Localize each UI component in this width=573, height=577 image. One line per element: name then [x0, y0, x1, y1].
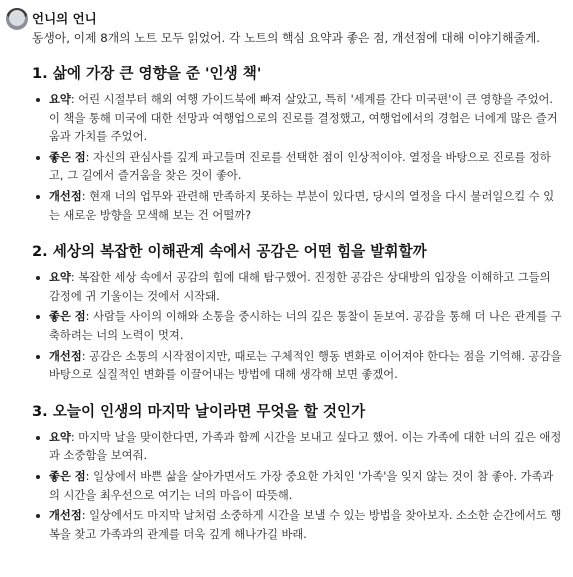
item-label: 좋은 점: [49, 469, 86, 483]
item-label: 개선점: [49, 189, 82, 203]
item-text: : 현재 너의 업무와 관련해 만족하지 못하는 부분이 있다면, 당시의 열정을 다시 불러일으킬 수 있는 새로운 방향을 모색해 보는 건 어떨까?: [49, 189, 555, 222]
intro-text: 동생아, 이제 8개의 노트 모두 읽었어. 각 노트의 핵심 요약과 좋은 점, 개선점에 대해 이야기해줄게.: [32, 31, 541, 45]
item-label: 요약: [49, 93, 71, 106]
item-label: 개선점: [49, 509, 82, 523]
bullet-icon: [36, 475, 40, 479]
bullet-icon: [36, 156, 40, 160]
section-title: 3. 오늘이 인생의 마지막 날이라면 무엇을 할 것인가: [32, 402, 366, 420]
section-2: [32, 242, 563, 385]
item-text: : 복잡한 세상 속에서 공감의 힘에 대해 탐구했어. 진정한 공감은 상대방의 입장을 이해하고 그들의 감정에 귀 기울이는 것에서 시작돼.: [49, 271, 551, 303]
list-item-improvement: [32, 507, 563, 544]
list-item-summary: [32, 269, 563, 306]
bullet-icon: [36, 276, 40, 280]
list-item-summary: [32, 91, 563, 147]
list-item-strength: [32, 468, 563, 505]
bullet-list: [32, 91, 563, 225]
item-label: 개선점: [49, 349, 82, 363]
author-name: 언니의 언니: [32, 11, 97, 26]
avatar-face: [9, 10, 25, 26]
item-label: 요약: [49, 430, 71, 444]
bullet-icon: [36, 355, 40, 359]
bullet-icon: [36, 195, 40, 199]
section-title: 1. 삶에 가장 큰 영향을 준 '인생 책': [32, 65, 262, 82]
item-text: : 어린 시절부터 해외 여행 가이드북에 빠져 살았고, 특히 '세계를 간다 미국편'이 큰 영향을 주었어. 이 책을 통해 미국에 대한 선망과 여행업으로의 진로를 결정했고, 여행업에서의 경험은 너에게 많은 즐거움과 가치를 주었어.: [49, 93, 558, 144]
list-item-summary: [32, 429, 563, 466]
item-text: : 사람들 사이의 이해와 소통을 중시하는 너의 깊은 통찰이 돋보여. 공감을 통해 더 나은 관계를 구축하려는 너의 노력이 멋져.: [49, 310, 562, 342]
item-label: 좋은 점: [49, 150, 86, 164]
bullet-icon: [36, 98, 40, 102]
list-item-strength: [32, 149, 563, 186]
bullet-icon: [36, 315, 40, 319]
bullet-list: [32, 269, 563, 385]
item-text: : 일상에서도 마지막 날처럼 소중하게 시간을 보낼 수 있는 방법을 찾아보자. 소소한 순간에서도 행복을 찾고 가족과의 관계를 더욱 깊게 해나가길 바래.: [49, 509, 562, 541]
section-1: [32, 64, 563, 225]
list-item-improvement: [32, 348, 563, 385]
list-item-strength: [32, 308, 563, 345]
item-label: 요약: [49, 271, 71, 285]
section-title: 2. 세상의 복잡한 이해관계 속에서 공감은 어떤 힘을 발휘할까: [32, 243, 427, 261]
item-text: : 일상에서 바쁜 삶을 살아가면서도 가장 중요한 가치인 '가족'을 잊지 않는 것이 참 좋아. 가족과의 시간을 최우선으로 여기는 너의 마음이 따뜻해.: [49, 469, 554, 502]
item-text: : 마지막 날을 맞이한다면, 가족과 함께 시간을 보내고 싶다고 했어. 이는 가족에 대한 너의 깊은 애정과 소중함을 보여줘.: [49, 430, 562, 463]
section-3: [32, 402, 563, 545]
item-text: : 자신의 관심사를 깊게 파고들며 진로를 선택한 점이 인상적이야. 열정을 바탕으로 진로를 정하고, 그 길에서 즐거움을 찾은 것이 좋아.: [49, 150, 551, 183]
bullet-icon: [36, 436, 40, 440]
item-text: : 공감은 소통의 시작점이지만, 때로는 구체적인 행동 변화로 이어져야 한다는 점을 기억해. 공감을 바탕으로 실질적인 변화를 이끌어내는 방법에 대해 생각해 보면 좋겠어.: [49, 349, 562, 382]
bullet-list: [32, 429, 563, 545]
avatar[interactable]: [6, 8, 28, 30]
list-item-improvement: [32, 188, 563, 225]
bullet-icon: [36, 514, 40, 518]
item-label: 좋은 점: [49, 310, 86, 324]
